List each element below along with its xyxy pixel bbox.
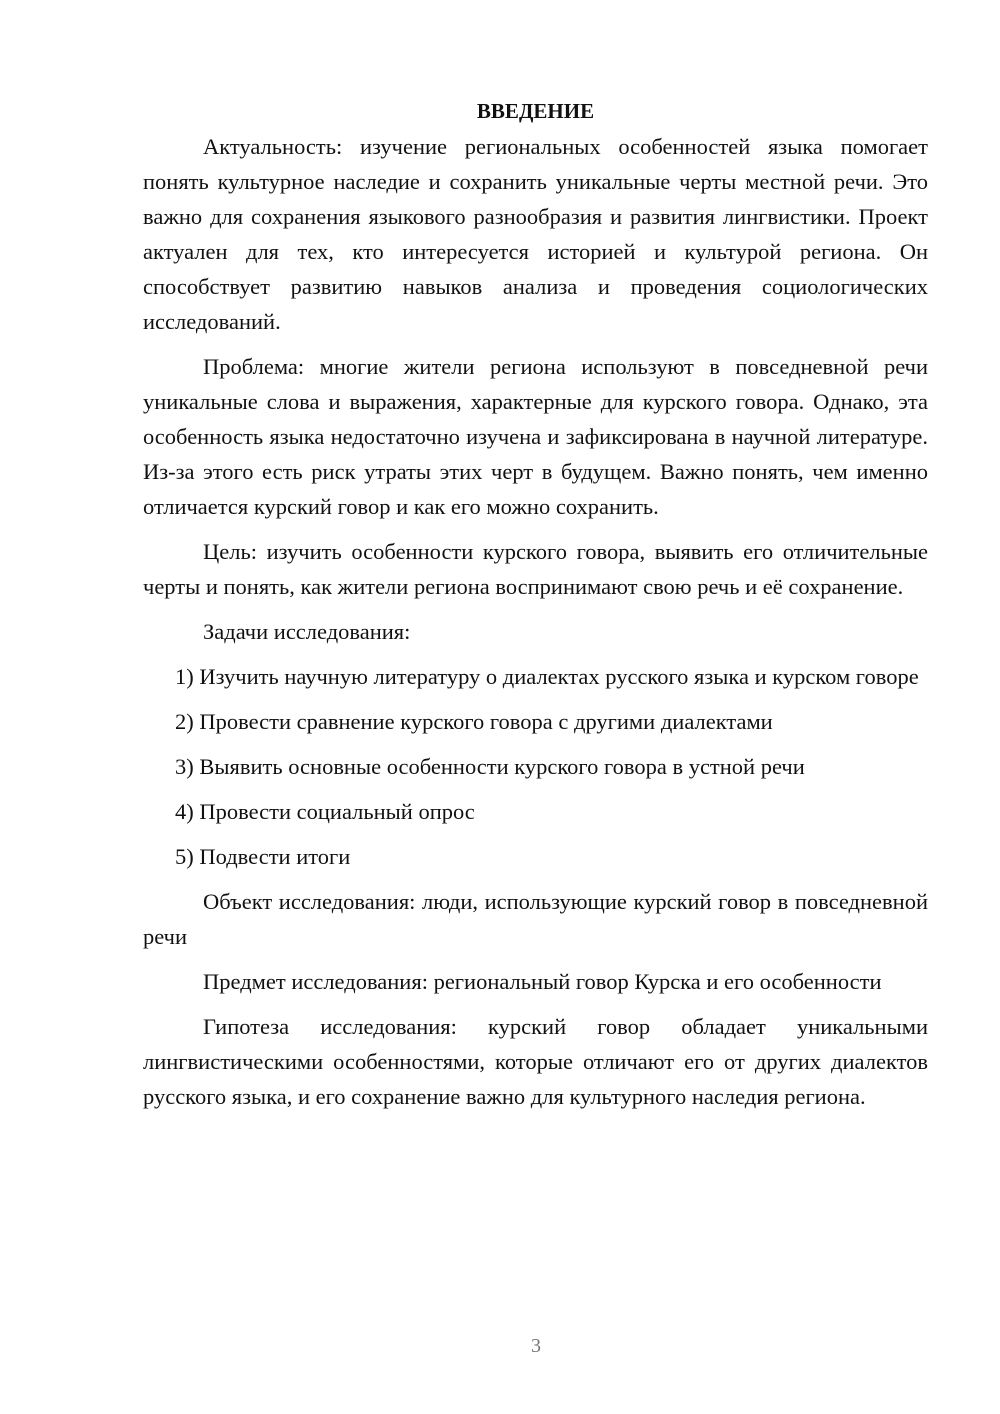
hypothesis-paragraph: Гипотеза исследования: курский говор обладает уникальными лингвистическими особенностями, которые отличают его от других диалектов русского языка, и его сохранение важно для культурного наследия региона. <box>143 1014 928 1109</box>
page-number: 3 <box>531 1335 541 1357</box>
relevance-paragraph: Актуальность: изучение региональных особенностей языка помогает понять культурное наследие и сохранить уникальные черты местной речи. Это важно для сохранения языкового разнообразия и развития лингвистики. Проект актуален для тех, кто интересуется историей и культурой региона. Он способствует развитию навыков анализа и проведения социологических исследований. <box>143 134 928 334</box>
page-title: ВВЕДЕНИЕ <box>476 99 595 123</box>
task-item: 2) Провести сравнение курского говора с другими диалектами <box>175 709 773 734</box>
goal-paragraph: Цель: изучить особенности курского говора, выявить его отличительные черты и понять, как жители региона воспринимают свою речь и её сохранение. <box>143 539 928 599</box>
task-item: 5) Подвести итоги <box>175 844 351 869</box>
problem-paragraph: Проблема: многие жители региона используют в повседневной речи уникальные слова и выражения, характерные для курского говора. Однако, эта особенность языка недостаточно изучена и зафиксирована в научной литературе. Из-за этого есть риск утраты этих черт в будущем. Важно понять, чем именно отличается курский говор и как его можно сохранить. <box>143 354 928 519</box>
tasks-heading: Задачи исследования: <box>203 619 411 644</box>
object-paragraph: Объект исследования: люди, использующие курский говор в повседневной речи <box>143 889 928 949</box>
task-item: 1) Изучить научную литературу о диалектах русского языка и курском говоре <box>175 664 919 689</box>
page-content <box>143 94 928 1114</box>
task-item: 3) Выявить основные особенности курского говора в устной речи <box>175 754 805 779</box>
task-item: 4) Провести социальный опрос <box>175 799 475 824</box>
subject-paragraph: Предмет исследования: региональный говор Курска и его особенности <box>203 969 882 994</box>
